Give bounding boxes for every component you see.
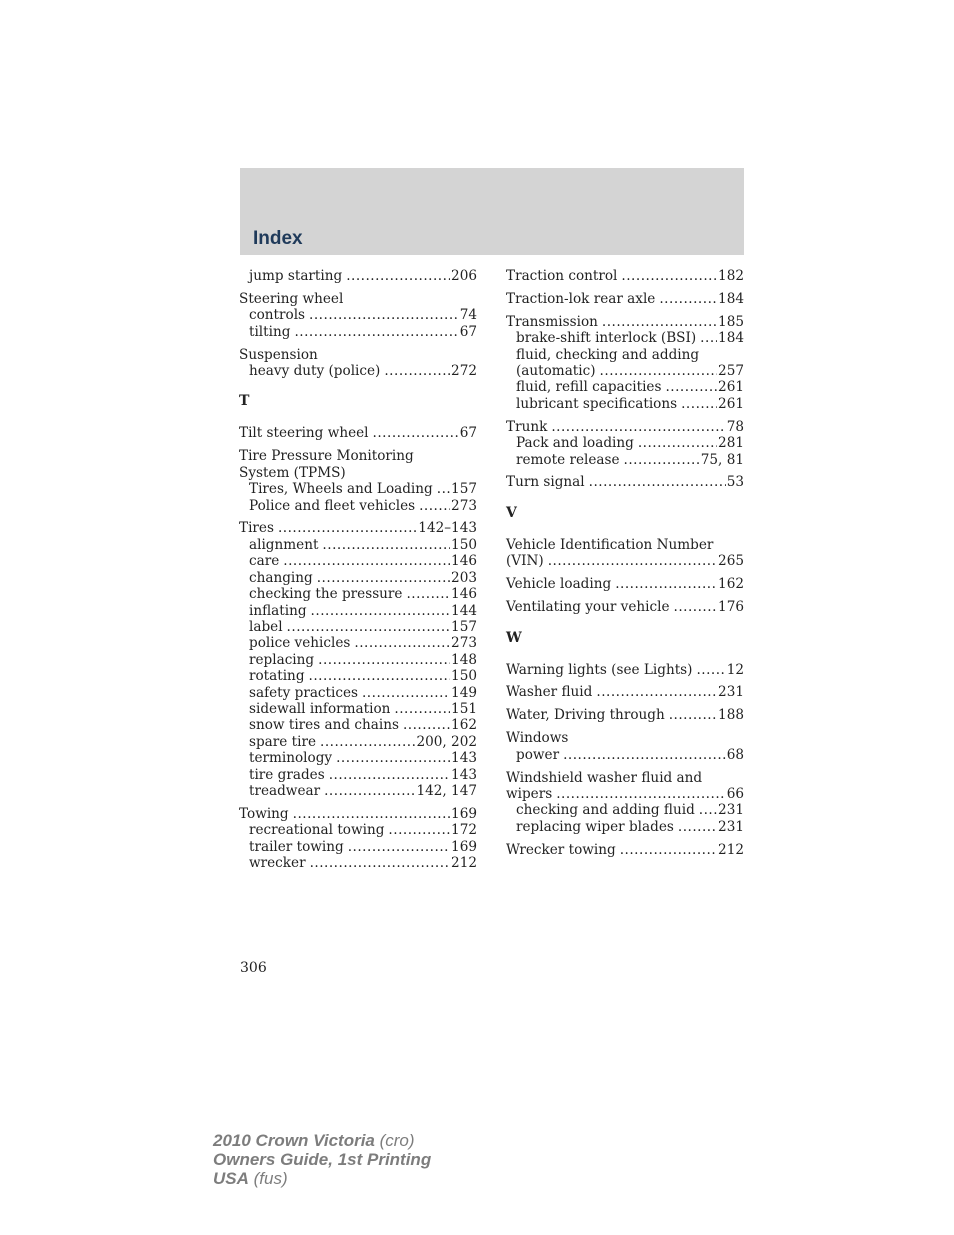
index-entry-label: Wrecker towing [506, 841, 616, 858]
index-entry-label: jump starting [249, 268, 343, 284]
dot-leader [283, 553, 450, 569]
index-page-ref: 272 [451, 363, 477, 380]
dot-leader [318, 652, 450, 668]
dot-leader [596, 684, 717, 700]
index-entry-label: Traction control [506, 268, 618, 284]
index-entry-label: inflating [249, 602, 307, 619]
index-subentry [239, 307, 477, 323]
dot-leader [681, 396, 717, 412]
index-subentry [239, 734, 477, 750]
index-entry-label: terminology [249, 750, 333, 767]
index-subentry [239, 586, 477, 602]
index-entry-label: tire grades [249, 766, 325, 783]
index-entry-label: Tires, Wheels and Loading [249, 481, 433, 498]
index-page-ref: 169 [451, 838, 477, 855]
index-entry-label: Water, Driving through [506, 707, 665, 724]
index-page-ref: 67 [459, 323, 477, 340]
index-entry-label: Warning lights (see Lights) [506, 661, 693, 678]
index-page-ref: 142, 147 [416, 782, 477, 799]
index-subentry [506, 347, 744, 363]
index-subentry [506, 747, 744, 763]
index-entry-label: Tires [239, 520, 274, 537]
index-entry-label: System (TPMS) [239, 464, 346, 481]
index-page-ref: 257 [718, 363, 744, 380]
index-entry-label: brake-shift interlock (BSI) [516, 330, 697, 347]
index-entry [239, 425, 477, 441]
index-page-ref: 144 [451, 602, 477, 619]
index-entry-label: spare tire [249, 733, 316, 750]
index-entry-label: Police and fleet vehicles [249, 497, 416, 514]
index-page-ref: 212 [451, 855, 477, 872]
index-subentry [239, 685, 477, 701]
index-entry [239, 347, 477, 363]
index-subentry [239, 635, 477, 651]
dot-leader [406, 586, 450, 602]
index-entry-label: rotating [249, 668, 305, 685]
index-subentry [239, 750, 477, 766]
index-page-ref: 172 [451, 822, 477, 839]
dot-leader [589, 474, 726, 490]
index-page-ref: 149 [451, 684, 477, 701]
index-subentry [239, 363, 477, 379]
dot-leader [310, 855, 450, 871]
index-entry [506, 842, 744, 858]
index-entry-label: changing [249, 569, 313, 586]
dot-leader [362, 685, 450, 701]
index-page-ref: 261 [718, 379, 744, 396]
index-entry-label: wrecker [249, 855, 306, 872]
index-page-ref: 150 [451, 536, 477, 553]
index-letter-heading: V [506, 504, 517, 521]
index-page-ref: 150 [451, 668, 477, 685]
index-entry-label: (VIN) [506, 553, 544, 570]
dot-leader [419, 498, 450, 514]
index-page-ref: 206 [451, 268, 477, 284]
dot-leader [346, 268, 450, 284]
index-subentry [239, 652, 477, 668]
dot-leader [678, 819, 717, 835]
index-subentry [239, 839, 477, 855]
index-page-ref: 200, 202 [416, 733, 477, 750]
index-entry-label: fluid, refill capacities [516, 379, 662, 396]
dot-leader [354, 635, 450, 651]
index-entry [506, 707, 744, 723]
index-entry-label: fluid, checking and adding [516, 346, 700, 363]
index-page-ref: 273 [451, 497, 477, 514]
index-page-ref: 157 [451, 481, 477, 498]
dot-leader [674, 599, 718, 615]
document-footer [213, 1131, 431, 1188]
index-page-ref: 75, 81 [700, 451, 744, 468]
dot-leader [669, 707, 717, 723]
dot-leader [309, 668, 451, 684]
section-header [240, 168, 744, 255]
index-subentry [239, 701, 477, 717]
dot-leader [548, 553, 717, 569]
index-entry [506, 553, 744, 569]
index-entry-label: Windshield washer fluid and [506, 769, 703, 786]
dot-leader [388, 822, 450, 838]
index-page-ref: 176 [718, 599, 744, 616]
footer-model-code: (cro) [374, 1131, 415, 1150]
dot-leader [659, 291, 717, 307]
index-entry [506, 291, 744, 307]
index-page-ref: 184 [718, 290, 744, 307]
index-page-ref: 148 [451, 651, 477, 668]
index-subentry [239, 855, 477, 871]
index-entry-label: safety practices [249, 684, 358, 701]
index-entry-label: replacing wiper blades [516, 818, 674, 835]
index-page-ref: 66 [726, 785, 744, 802]
index-subentry [506, 819, 744, 835]
index-subentry [239, 537, 477, 553]
footer-market: USA [213, 1169, 249, 1188]
index-entry [506, 537, 744, 553]
index-subentry [239, 783, 477, 799]
index-page-ref: 146 [451, 553, 477, 570]
index-entry-label: Tilt steering wheel [239, 425, 369, 442]
index-entry [239, 448, 477, 464]
dot-leader [696, 662, 725, 678]
index-subentry [239, 324, 477, 340]
index-page-ref: 273 [451, 635, 477, 652]
page-number: 306 [240, 960, 267, 976]
index-entry-label: heavy duty (police) [249, 363, 381, 380]
dot-leader [600, 363, 718, 379]
index-page-ref: 143 [451, 750, 477, 767]
index-subentry [239, 481, 477, 497]
dot-leader [551, 419, 725, 435]
index-subentry [506, 363, 744, 379]
footer-model: 2010 Crown Victoria [213, 1131, 375, 1150]
index-page-ref: 157 [451, 618, 477, 635]
dot-leader [394, 701, 450, 717]
index-page-ref: 188 [718, 707, 744, 724]
dot-leader [602, 314, 717, 330]
index-page-ref: 74 [459, 307, 477, 324]
dot-leader [620, 842, 717, 858]
index-entry-label: police vehicles [249, 635, 351, 652]
index-subentry [239, 553, 477, 569]
index-entry-label: replacing [249, 651, 315, 668]
index-page-ref: 12 [726, 661, 744, 678]
index-entry-label: Tire Pressure Monitoring [239, 448, 414, 465]
index-entry-label: Transmission [506, 313, 598, 330]
index-subentry [239, 767, 477, 783]
dot-leader [615, 576, 717, 592]
index-subentry [239, 717, 477, 733]
index-subentry [239, 498, 477, 514]
index-page-ref: 185 [718, 313, 744, 330]
dot-leader [324, 783, 415, 799]
dot-leader [403, 717, 450, 733]
dot-leader [293, 806, 450, 822]
index-subentry [239, 822, 477, 838]
dot-leader [699, 802, 717, 818]
index-entry-label: tilting [249, 323, 291, 340]
index-page-ref: 203 [451, 569, 477, 586]
index-entry-label: sidewall information [249, 700, 391, 717]
index-entry-label: Ventilating your vehicle [506, 599, 670, 616]
index-entry [506, 419, 744, 435]
index-entry-label: Suspension [239, 346, 318, 363]
index-entry-label: wipers [506, 785, 553, 802]
index-subentry [239, 668, 477, 684]
index-entry [506, 786, 744, 802]
index-entry [506, 599, 744, 615]
index-page-ref: 142–143 [418, 520, 477, 537]
index-entry-label: Washer fluid [506, 684, 593, 701]
index-page-ref: 182 [718, 268, 744, 284]
index-entry-label: controls [249, 307, 306, 324]
index-entry-label: Steering wheel [239, 290, 344, 307]
index-entry [506, 770, 744, 786]
index-page-ref: 151 [451, 700, 477, 717]
index-page-ref: 231 [718, 818, 744, 835]
index-entry-label: Turn signal [506, 474, 585, 491]
index-page-ref: 261 [718, 395, 744, 412]
index-entry [506, 268, 744, 284]
dot-leader [309, 307, 459, 323]
index-page-ref: 68 [726, 746, 744, 763]
index-entry-label: treadwear [249, 782, 321, 799]
index-page-ref: 162 [451, 717, 477, 734]
index-column-right [506, 268, 744, 858]
index-entry [239, 465, 477, 481]
index-entry-label: snow tires and chains [249, 717, 399, 734]
index-entry-label: Pack and loading [516, 435, 634, 452]
index-subentry [506, 379, 744, 395]
index-entry [506, 576, 744, 592]
index-letter-heading: T [239, 393, 250, 410]
dot-leader [287, 619, 451, 635]
index-entry [506, 662, 744, 678]
index-entry [506, 730, 744, 746]
dot-leader [563, 747, 726, 763]
index-entry-label: Towing [239, 805, 289, 822]
index-entry-label: recreational towing [249, 822, 385, 839]
index-entry-label: alignment [249, 536, 319, 553]
index-letter-heading: W [506, 629, 522, 646]
index-page-ref: 78 [726, 418, 744, 435]
index-entry-label: checking and adding fluid [516, 802, 695, 819]
dot-leader [556, 786, 725, 802]
dot-leader [311, 603, 451, 619]
dot-leader [322, 537, 450, 553]
index-entry-label: Vehicle loading [506, 576, 612, 593]
index-entry-label: care [249, 553, 280, 570]
index-entry [506, 474, 744, 490]
index-page-ref: 281 [718, 435, 744, 452]
dot-leader [348, 839, 450, 855]
index-subentry [506, 802, 744, 818]
index-subentry [506, 396, 744, 412]
index-entry-label: trailer towing [249, 838, 344, 855]
index-column-left [239, 268, 477, 872]
dot-leader [329, 767, 450, 783]
index-entry [239, 520, 477, 536]
dot-leader [336, 750, 450, 766]
dot-leader [665, 379, 717, 395]
index-subentry [506, 435, 744, 451]
index-page-ref: 184 [718, 330, 744, 347]
index-entry-label: (automatic) [516, 363, 596, 380]
index-subentry [239, 268, 477, 284]
index-entry-label: Traction-lok rear axle [506, 290, 656, 307]
index-entry-label: remote release [516, 451, 620, 468]
section-title: Index [253, 228, 303, 249]
index-entry-label: Trunk [506, 418, 548, 435]
index-entry [506, 684, 744, 700]
dot-leader [373, 425, 459, 441]
footer-market-code: (fus) [248, 1169, 288, 1188]
index-entry [239, 806, 477, 822]
index-entry [506, 314, 744, 330]
index-entry-label: checking the pressure [249, 586, 403, 603]
index-subentry [506, 330, 744, 346]
index-entry [239, 291, 477, 307]
index-page-ref: 67 [459, 425, 477, 442]
index-page-ref: 212 [718, 841, 744, 858]
dot-leader [317, 570, 450, 586]
index-page-ref: 143 [451, 766, 477, 783]
index-page-ref: 146 [451, 586, 477, 603]
index-entry-label: lubricant specifications [516, 395, 678, 412]
index-subentry [506, 452, 744, 468]
dot-leader [437, 481, 450, 497]
dot-leader [638, 435, 717, 451]
index-entry-label: power [516, 746, 560, 763]
footer-edition: Owners Guide, 1st Printing [213, 1150, 432, 1169]
index-entry-label: label [249, 618, 283, 635]
dot-leader [624, 452, 700, 468]
index-page-ref: 231 [718, 802, 744, 819]
index-page-ref: 231 [718, 684, 744, 701]
index-page-ref: 169 [451, 805, 477, 822]
index-subentry [239, 603, 477, 619]
dot-leader [320, 734, 415, 750]
index-subentry [239, 619, 477, 635]
dot-leader [621, 268, 717, 284]
index-page-ref: 265 [718, 553, 744, 570]
index-page-ref: 53 [726, 474, 744, 491]
index-page-ref: 162 [718, 576, 744, 593]
dot-leader [294, 324, 458, 340]
index-entry-label: Windows [506, 730, 569, 747]
dot-leader [278, 520, 417, 536]
dot-leader [700, 330, 717, 346]
dot-leader [384, 363, 450, 379]
index-entry-label: Vehicle Identification Number [506, 536, 714, 553]
index-subentry [239, 570, 477, 586]
